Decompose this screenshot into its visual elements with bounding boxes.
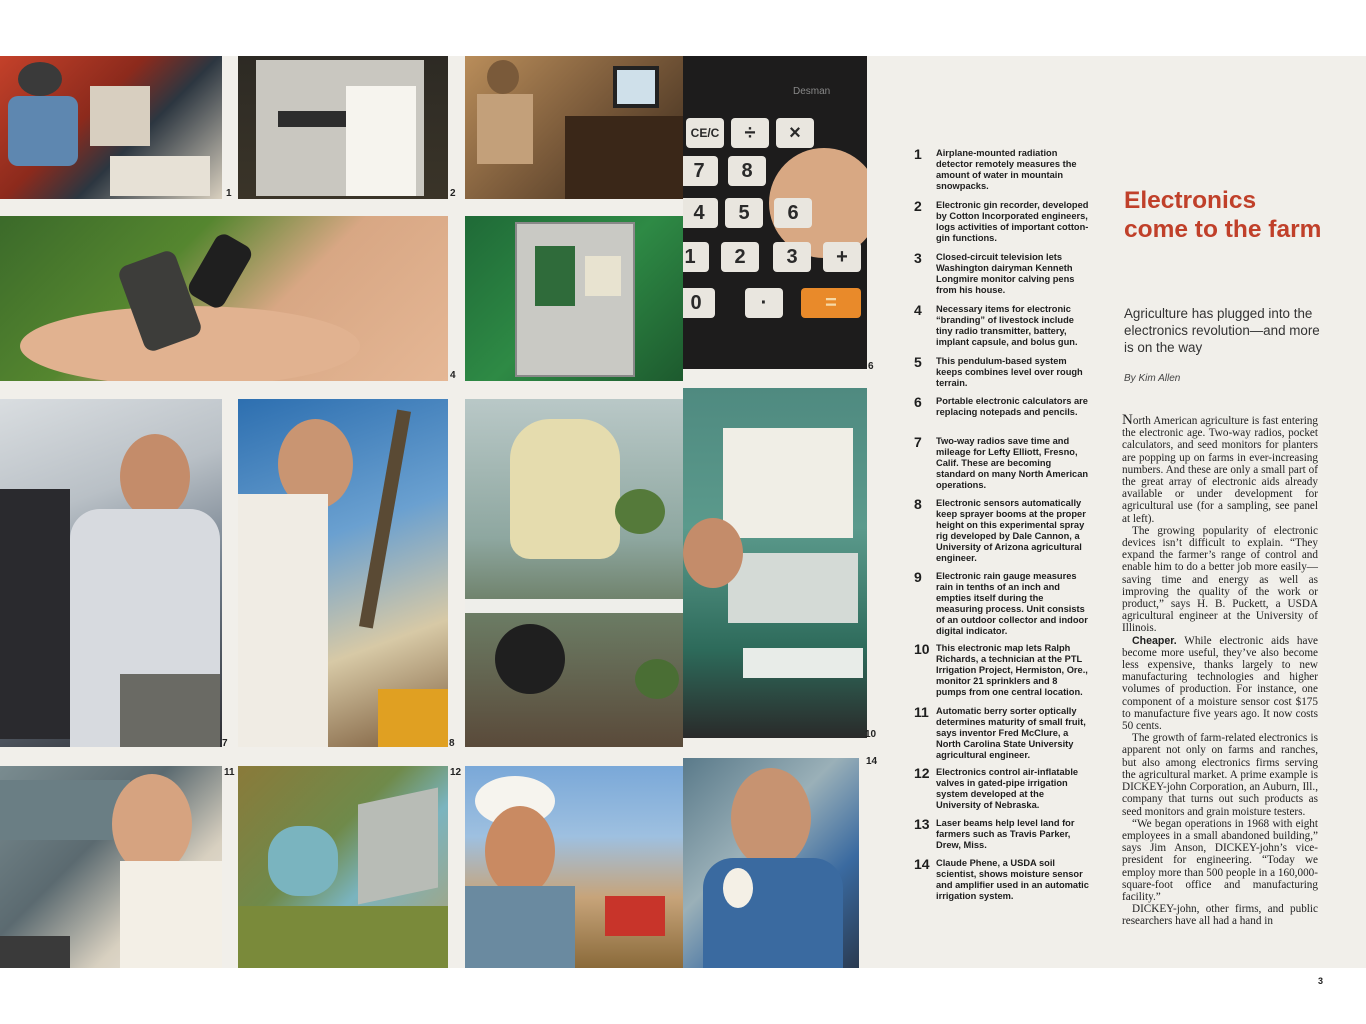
caption-text: Claude Phene, a USDA soil scientist, shows moisture sensor and amplifier used in an automatic irrigation system. (936, 858, 1089, 902)
caption-text: Two-way radios save time and mileage for Lefty Elliott, Fresno, Calif. These are becoming standard on many North American operations. (936, 436, 1089, 491)
photo-number-2: 2 (450, 188, 456, 199)
photo-spray-rig (238, 399, 448, 747)
calc-key-2: 2 (721, 242, 759, 272)
caption-text: Electronic rain gauge measures rain in tenths of an inch and empties itself during the measuring process. Unit consists of an outdoor collector and indoor digital indicator. (936, 571, 1088, 637)
calc-key-plus: + (823, 242, 861, 272)
calc-key-8: 8 (728, 156, 766, 186)
photo-branding-items (0, 216, 448, 381)
article-paragraph: “We began operations in 1968 with eight employees in a small abandoned building,” says Jim Anson, DICKEY-john’s vice-president for engineering. “Today we employ more than 500 people in a 160,000-square-foot office and manufacturing facility.” (1122, 817, 1318, 903)
photo-tv-monitor (465, 56, 683, 199)
photo-number-12: 12 (450, 767, 462, 778)
article-headline: Electronics come to the farm (1124, 187, 1322, 243)
caption-text: Laser beams help level land for farmers such as Travis Parker, Drew, Miss. (936, 818, 1075, 851)
calc-key-dot: · (745, 288, 783, 318)
caption-text: Electronics control air-inflatable valves in gated-pipe irrigation system developed at the University of Nebraska. (936, 767, 1079, 811)
article-paragraph: North American agriculture is fast entering the electronic age. Two-way radios, pocket calculators, and seed monitors for planters are popping up on farms in ever-increasing numbers. And these are only a small part of the great array of electronic aids already available or under development for agricultural use (for a sampling, see panel at left). (1122, 412, 1318, 525)
caption-text: Electronic gin recorder, developed by Cotton Incorporated engineers, logs activities of important cotton-gin functions. (936, 200, 1089, 244)
calc-key-4: 4 (683, 198, 718, 228)
drop-cap: N (1122, 412, 1133, 428)
caption-number: 1 (914, 146, 922, 162)
caption-number: 10 (914, 641, 930, 657)
calc-key-7: 7 (683, 156, 718, 186)
photo-gated-pipe (238, 766, 448, 968)
photo-number-11: 11 (224, 767, 235, 778)
photo-airplane-cockpit (0, 56, 222, 199)
photo-number-1: 1 (226, 188, 232, 199)
caption-text: Closed-circuit television lets Washington dairyman Kenneth Longmire monitor calving pens from his house. (936, 252, 1075, 296)
photo-number-7: 7 (222, 738, 228, 749)
photo-irrigation-map (683, 388, 867, 738)
caption-number: 13 (914, 816, 930, 832)
photo-number-8: 8 (449, 738, 455, 749)
photo-gin-recorder (238, 56, 448, 199)
calc-key-1: 1 (683, 242, 709, 272)
calculator-brand: Desman (793, 86, 831, 97)
calc-key-6: 6 (774, 198, 812, 228)
article-paragraph: The growth of farm-related electronics is apparent not only on farms and ranches, but also among electronics firms serving the agricultural market. A prime example is DICKEY-john Corporation, an Auburn, Ill., company that turns out such products as seed monitors and grain moisture testers. (1122, 732, 1318, 818)
photo-calculator (683, 56, 867, 369)
caption-number: 8 (914, 496, 922, 512)
photo-moisture-sensor (683, 758, 859, 968)
caption-text: Airplane-mounted radiation detector remotely measures the amount of water in mountain snowpacks. (936, 148, 1077, 192)
caption-number: 9 (914, 569, 922, 585)
caption-number: 7 (914, 434, 922, 450)
article-paragraph: DICKEY-john, other firms, and public researchers have all had a hand in (1122, 903, 1318, 928)
caption-number: 3 (914, 250, 922, 266)
page-number: 3 (1318, 976, 1324, 986)
photo-rain-gauge (465, 399, 683, 747)
calc-key-equals: = (801, 288, 861, 318)
caption-text: This electronic map lets Ralph Richards, a technician at the PTL Irrigation Project, Hermiston, Ore., monitor 21 sprinklers and 8 pumps from one central location. (936, 643, 1088, 698)
subhead-cheaper: Cheaper. (1132, 634, 1177, 647)
photo-number-6: 6 (868, 361, 874, 372)
caption-number: 4 (914, 302, 922, 318)
caption-number: 2 (914, 198, 922, 214)
caption-number: 14 (914, 856, 930, 872)
caption-number: 5 (914, 354, 922, 370)
caption-number: 6 (914, 394, 922, 410)
magazine-spread (0, 56, 1366, 986)
calc-key-5: 5 (725, 198, 763, 228)
article-body (1122, 414, 1318, 928)
photo-number-14: 14 (866, 756, 878, 767)
article-byline: By Kim Allen (1124, 373, 1181, 384)
calc-key-3: 3 (773, 242, 811, 272)
calc-key-divide: ÷ (731, 118, 769, 148)
caption-text: Necessary items for electronic “branding” of livestock include tiny radio transmitter, battery, implant capsule, and bolus gun. (936, 304, 1078, 348)
calc-key-0: 0 (683, 288, 715, 318)
caption-text: Portable electronic calculators are replacing notepads and pencils. (936, 396, 1088, 418)
photo-number-4: 4 (450, 370, 456, 381)
caption-text: This pendulum-based system keeps combines level over rough terrain. (936, 356, 1083, 389)
photo-pendulum-system (465, 216, 683, 381)
caption-number: 12 (914, 765, 930, 781)
caption-number: 11 (914, 704, 929, 720)
caption-text: Automatic berry sorter optically determines maturity of small fruit, says inventor Fred McClure, a North Carolina State University agricultural engineer. (936, 706, 1086, 761)
photo-number-10: 10 (865, 729, 877, 740)
article-paragraph: Cheaper. While electronic aids have become more useful, they’ve also become less expensive, thanks largely to new manufacturing technologies and higher volumes of production. For instance, one component of a moisture sensor cost $175 to manufacture five years ago. It now costs 50 cents. (1122, 634, 1318, 733)
article-paragraph: The growing popularity of electronic devices isn’t difficult to explain. “They expand the farmer’s range of control and enable him to do a better job more easily—saving time and energy as well as improving the quality of the work or product,” says H. B. Puckett, a USDA agricultural engineer at the University of Illinois. (1122, 524, 1318, 635)
caption-text: Electronic sensors automatically keep sprayer booms at the proper height on this experimental spray rig developed by Dale Cannon, a University of Arizona agricultural engineer. (936, 498, 1086, 564)
calc-key-multiply: × (776, 118, 814, 148)
photo-laser-level (465, 766, 683, 968)
photo-two-way-radio (0, 399, 222, 747)
calc-key-ce: CE/C (686, 118, 724, 148)
article-deck: Agriculture has plugged into the electronics revolution—and more is on the way (1124, 306, 1320, 355)
photo-berry-sorter (0, 766, 222, 968)
